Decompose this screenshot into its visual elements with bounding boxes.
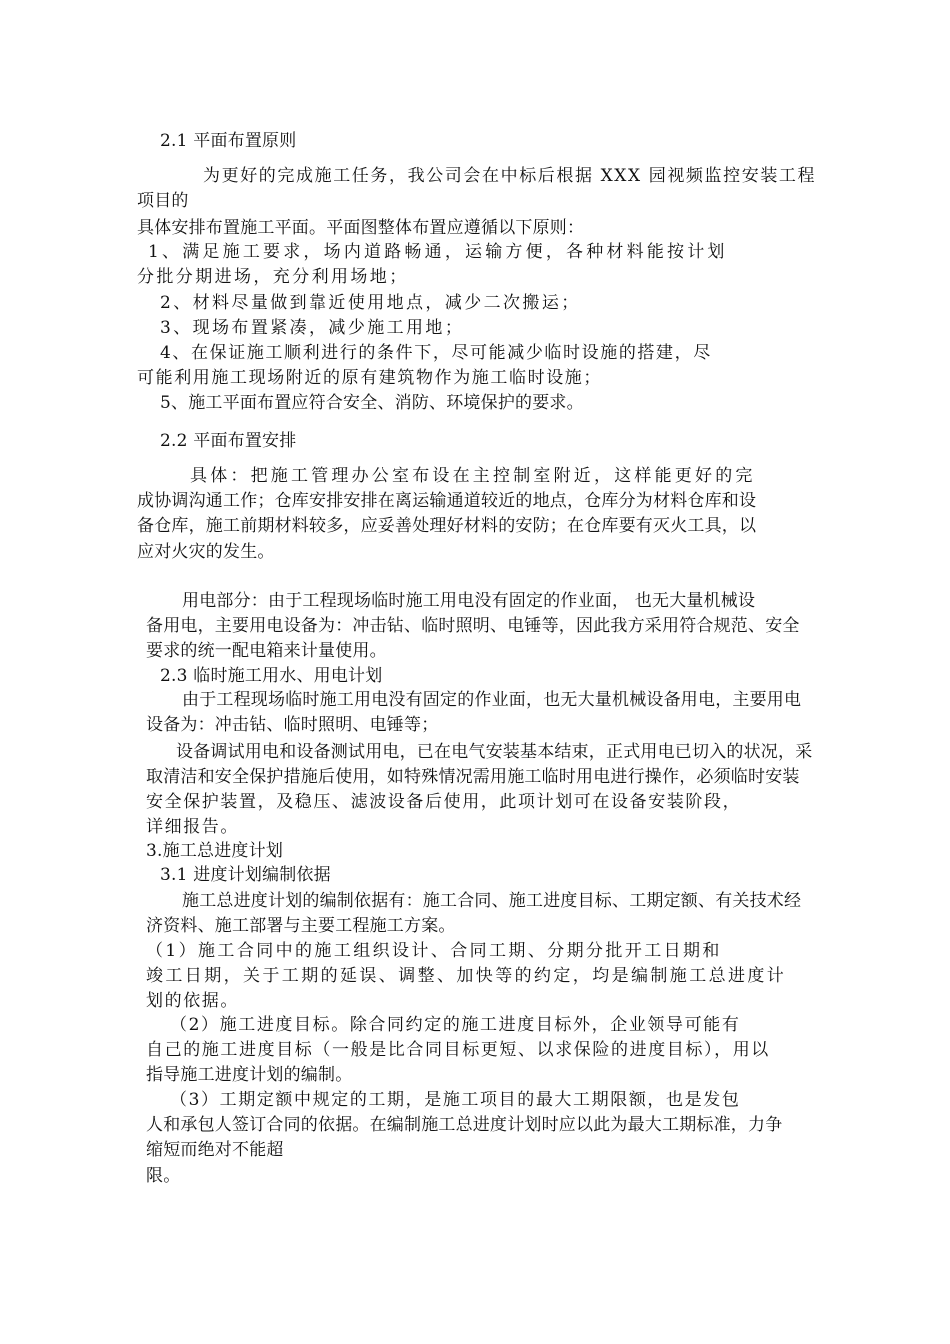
paragraph-line: 备仓库，施工前期材料较多，应妥善处理好材料的安防；在仓库要有灭火工具，以	[137, 516, 757, 536]
list-item: 缩短而绝对不能超	[146, 1140, 284, 1160]
paragraph-line: 应对火灾的发生。	[137, 542, 275, 562]
paragraph-line: 施工总进度计划的编制依据有：施工合同、施工进度目标、工期定额、有关技术经	[182, 891, 802, 911]
list-item: 分批分期进场，充分利用场地；	[137, 267, 409, 287]
section-3-1-heading: 3.1 进度计划编制依据	[160, 865, 331, 885]
list-item: 指导施工进度计划的编制。	[146, 1065, 353, 1085]
paragraph-line: 设备为：冲击钻、临时照明、电锤等；	[146, 715, 439, 735]
section-2-2-heading: 2.2 平面布置安排	[160, 431, 297, 451]
list-item: （1）施工合同中的施工组织设计、合同工期、分期分批开工日期和	[146, 941, 722, 961]
paragraph-line: 具体安排布置施工平面。平面图整体布置应遵循以下原则：	[137, 218, 585, 238]
list-item: 划的依据。	[146, 991, 239, 1011]
section-2-1-heading: 2.1 平面布置原则	[160, 131, 297, 151]
paragraph-line: 设备调试用电和设备测试用电，已在电气安装基本结束，正式用电已切入的状况，采	[176, 742, 813, 762]
list-item: （2）施工进度目标。除合同约定的施工进度目标外，企业领导可能有	[170, 1015, 741, 1035]
paragraph-line: 成协调沟通工作；仓库安排安排在离运输通道较近的地点，仓库分为材料仓库和设	[137, 491, 757, 511]
list-item: 自己的施工进度目标（一般是比合同目标更短、以求保险的进度目标），用以	[146, 1040, 770, 1060]
paragraph-line: 为更好的完成施工任务，我公司会在中标后根据 XXX 园视频监控安装工程	[203, 166, 817, 186]
list-item: 竣工日期，关于工期的延误、调整、加快等的约定，均是编制施工总进度计	[146, 966, 787, 986]
paragraph-line: 要求的统一配电箱来计量使用。	[146, 641, 387, 661]
paragraph-line: 项目的	[137, 191, 189, 211]
paragraph-line: 济资料、施工部署与主要工程施工方案。	[146, 916, 456, 936]
paragraph-line: 备用电，主要用电设备为：冲击钻、临时照明、电锤等，因此我方采用符合规范、安全	[146, 616, 800, 636]
list-item: 3、现场布置紧凑，减少施工用地；	[160, 318, 465, 338]
list-item: 1、满足施工要求，场内道路畅通，运输方便，各种材料能按计划	[148, 242, 728, 262]
paragraph-line: 由于工程现场临时施工用电没有固定的作业面，也无大量机械设备用电，主要用电	[182, 690, 802, 710]
section-2-3-heading: 2.3 临时施工用水、用电计划	[160, 666, 383, 686]
list-item: 2、材料尽量做到靠近使用地点，减少二次搬运；	[160, 293, 581, 313]
paragraph-line: 安全保护装置，及稳压、滤波设备后使用，此项计划可在设备安装阶段，	[146, 792, 742, 812]
list-item: （3）工期定额中规定的工期，是施工项目的最大工期限额，也是发包	[170, 1090, 741, 1110]
section-3-heading: 3.施工总进度计划	[146, 841, 284, 861]
paragraph-line: 具体：把施工管理办公室布设在主控制室附近，这样能更好的完	[190, 466, 756, 486]
paragraph-line: 详细报告。	[146, 817, 239, 837]
list-item: 5、施工平面布置应符合安全、消防、环境保护的要求。	[160, 393, 584, 413]
list-item: 限。	[146, 1166, 181, 1186]
list-item: 人和承包人签订合同的依据。在编制施工总进度计划时应以此为最大工期标准，力争	[146, 1115, 783, 1135]
list-item: 可能利用施工现场附近的原有建筑物作为施工临时设施；	[137, 368, 602, 388]
paragraph-line: 取清洁和安全保护措施后使用，如特殊情况需用施工临时用电进行操作，必须临时安装	[146, 767, 800, 787]
paragraph-line: 用电部分：由于工程现场临时施工用电没有固定的作业面， 也无大量机械设	[182, 591, 756, 611]
list-item: 4、在保证施工顺利进行的条件下，尽可能减少临时设施的搭建，尽	[160, 343, 712, 363]
